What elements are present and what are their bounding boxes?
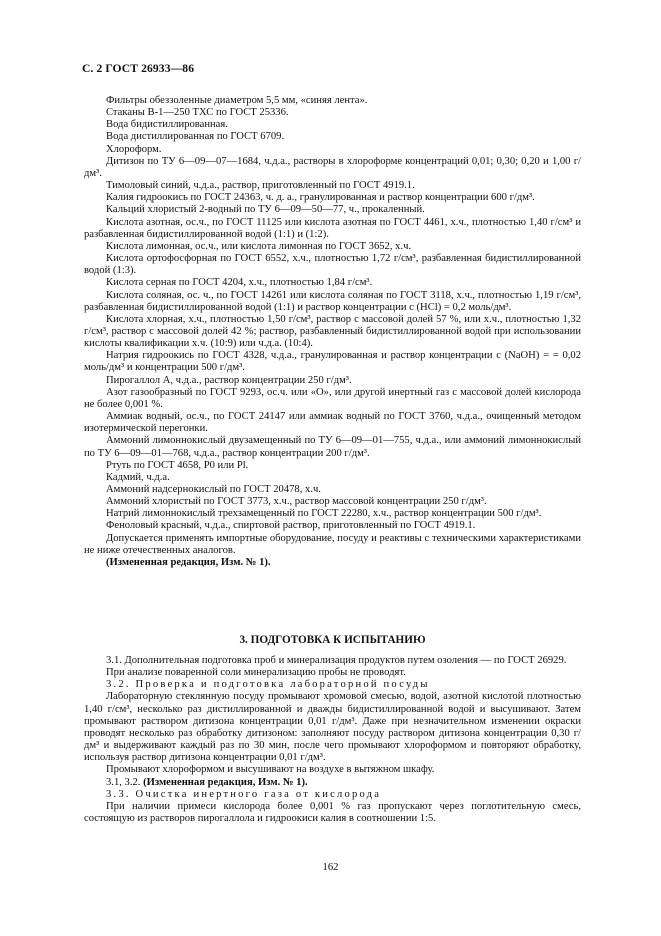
list-item: Фильтры обеззоленные диаметром 5,5 мм, «синяя лента». bbox=[106, 95, 368, 106]
list-item: Натрия гидроокись по ГОСТ 4328, ч.д.а., гранулированная и раствор концентрации c (NaOH) = = 0,02 моль/дм³ и концентрации 500 г/дм³. bbox=[84, 350, 581, 374]
list-item: Допускается применять импортные оборудование, посуду и реактивы с техническими характеристиками не ниже отечественных аналогов. bbox=[84, 532, 581, 556]
page-number: 162 bbox=[322, 862, 339, 873]
amendment-text: (Измененная редакция, Изм. № 1). bbox=[143, 776, 308, 788]
list-item: Аммиак водный, ос.ч., по ГОСТ 24147 или аммиак водный по ГОСТ 3760, ч.д.а., очищенный методом изотермической перегонки. bbox=[84, 411, 581, 435]
list-item: Кислота азотная, ос.ч., по ГОСТ 11125 или кислота азотная по ГОСТ 4461, х.ч., плотностью 1,40 г/см³ и разбавленная бидистиллированной водой (1:1) и (1:2). bbox=[84, 216, 581, 240]
paragraph-3-2-end: Промывают хлороформом и высушивают на воздухе в вытяжном шкафу. bbox=[106, 764, 435, 776]
list-item: Кадмий, ч.д.а. bbox=[106, 471, 170, 483]
list-item: Кислота ортофосфорная по ГОСТ 6552, х.ч., плотностью 1,72 г/см³, разбавленная бидистиллированной водой (1:3). bbox=[84, 253, 581, 277]
list-item: Кислота серная по ГОСТ 4204, х.ч., плотностью 1,84 г/см³. bbox=[106, 277, 373, 289]
list-item: Ртуть по ГОСТ 4658, Р0 или Pl. bbox=[106, 459, 249, 471]
section-title: 3. ПОДГОТОВКА К ИСПЫТАНИЮ bbox=[239, 634, 426, 646]
list-item: Азот газообразный по ГОСТ 9293, ос.ч. или «О», или другой инертный газ с массовой долей кислорода не более 0,001 %. bbox=[84, 386, 581, 410]
amendment-3-1-3-2 bbox=[84, 777, 581, 789]
section-3-body bbox=[84, 655, 581, 825]
paragraph-3-1-note: При анализе поваренной соли минерализацию пробы не проводят. bbox=[106, 667, 406, 679]
list-item: Калия гидроокись по ГОСТ 24363, ч. д. а., гранулированная и раствор концентрации 600 г/дм³. bbox=[106, 192, 535, 204]
list-item: Кислота лимонная, ос.ч., или кислота лимонная по ГОСТ 3652, х.ч. bbox=[106, 240, 412, 252]
list-item: Вода дистиллированная по ГОСТ 6709. bbox=[106, 131, 285, 143]
paragraph-3-2: Лабораторную стеклянную посуду промывают хромовой смесью, водой, азотной кислотой плотностью 1,40 г/см³, несколько раз дистиллированной и дважды бидистиллированной водой и высушивают. Затем промывают раствором дитизона концентрации 0,01 г/дм³. Даже при незначительном изменении окраски проводят несколько раз обработку дитизоном: заполняют посуду раствором дитизона концентрации 0,30 г/дм³ и выдерживают каждый раз по 30 мин, после чего промывают хлороформом и повторяют обработку, используя раствор дитизона концентрации 0,01 г/дм³. bbox=[84, 691, 581, 764]
list-item: Аммоний хлористый по ГОСТ 3773, х.ч., раствор массовой концентрации 250 г/дм³. bbox=[106, 496, 487, 508]
list-item: Кислота соляная, ос. ч., по ГОСТ 14261 или кислота соляная по ГОСТ 3118, х.ч., плотностью 1,19 г/см³, разбавленная бидистиллированной водой (1:1) и раствор концентрации c (HCl) = 0,2 моль/дм³. bbox=[84, 289, 581, 313]
amendment-prefix: 3.1, 3.2. bbox=[106, 776, 141, 788]
amendment-note: (Измененная редакция, Изм. № 1). bbox=[106, 556, 271, 568]
list-item: Хлороформ. bbox=[106, 143, 162, 155]
list-item: Дитизон по ТУ 6—09—07—1684, ч.д.а., растворы в хлороформе концентраций 0,01; 0,30; 0,20 и 1,00 г/дм³. bbox=[84, 155, 581, 179]
subsection-title-3-2: 3.2. Проверка и подготовка лабораторной посуды bbox=[106, 679, 430, 691]
list-item: Кислота хлорная, х.ч., плотностью 1,50 г/см³, раствор с массовой долей 57 %, или х.ч., плотностью 1,32 г/см³, раствор с массовой долей 42 %; раствор, разбавленный бидистиллированной водой при использовании кислоты квалификации х.ч. (10:9) или ч.д.а. (10:4). bbox=[84, 313, 581, 350]
paragraph-3-3: При наличии примеси кислорода более 0,001 % газ пропускают через поглотительную смесь, состоящую из растворов пирогаллола и гидроокиси калия в соотношении 1:5. bbox=[84, 800, 581, 825]
paragraph-3-1: 3.1. Дополнительная подготовка проб и минерализация продуктов путем озоления — по ГОСТ 26929. bbox=[106, 655, 567, 666]
list-item: Пирогаллол А, ч.д.а., раствор концентрации 250 г/дм³. bbox=[106, 374, 352, 386]
list-item: Вода бидистиллированная. bbox=[106, 119, 228, 131]
list-item: Кальций хлористый 2-водный по ТУ 6—09—50—77, ч., прокаленный. bbox=[106, 204, 425, 216]
page-header: С. 2 ГОСТ 26933—86 bbox=[82, 62, 195, 75]
list-item: Натрий лимоннокислый трехзамещенный по ГОСТ 22280, х.ч., раствор концентрации 500 г/дм³. bbox=[106, 508, 542, 520]
list-item: Феноловый красный, ч.д.а., спиртовой раствор, приготовленный по ГОСТ 4919.1. bbox=[106, 520, 476, 532]
list-item: Стаканы В-1—250 ТХС по ГОСТ 25336. bbox=[106, 107, 289, 119]
list-item: Аммоний надсернокислый по ГОСТ 20478, х.ч. bbox=[106, 484, 321, 495]
subsection-title-3-3: 3.3. Очистка инертного газа от кислорода bbox=[106, 788, 382, 800]
materials-list bbox=[84, 95, 581, 569]
list-item: Тимоловый синий, ч.д.а., раствор, приготовленный по ГОСТ 4919.1. bbox=[106, 180, 415, 192]
list-item: Аммоний лимоннокислый двузамещенный по ТУ 6—09—01—755, ч.д.а., или аммоний лимоннокислый по ТУ 6—09—01—768, ч.д.а., раствор концентрации 200 г/дм³. bbox=[84, 435, 581, 459]
